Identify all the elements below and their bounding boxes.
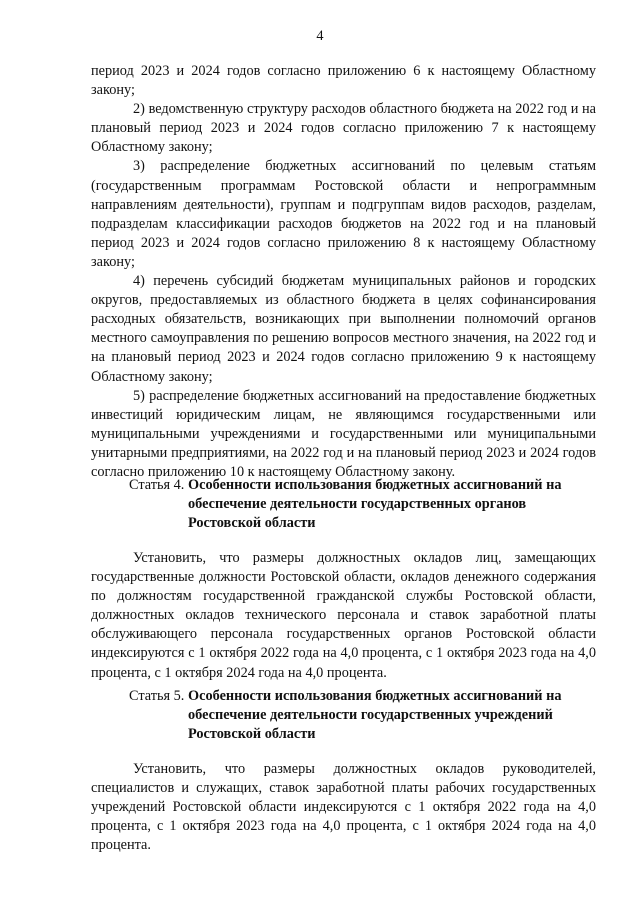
page-number: 4	[316, 28, 324, 44]
list-item-3: 3) распределение бюджетных ассигнований по целевым статьям (государственным программам Ростовской области и непрограммным направлениям деятельности), группам и подгруппам видов расходов, разделам, подразделам классификации расходов бюджетов на 2022 год и на плановый период 2023 и 2024 годов согласно приложению 8 к настоящему Областному закону;	[91, 158, 596, 270]
article-4-body	[91, 549, 596, 683]
article-4-text: Установить, что размеры должностных окладов лиц, замещающих государственные должности Ростовской области, окладов денежного содержания по должностям государственной гражданской службы Ростовской области, должностных окладов технического персонала и ставок заработной платы обслуживающего персонала государственных органов Ростовской области индексируются с 1 октября 2022 года на 4,0 процента, с 1 октября 2023 года на 4,0 процента, с 1 октября 2024 года на 4,0 процента.	[91, 550, 596, 681]
paragraph-continuation: период 2023 и 2024 годов согласно приложению 6 к настоящему Областному закону;	[91, 63, 596, 99]
article-4-heading	[91, 476, 596, 533]
article-5-text: Установить, что размеры должностных окладов руководителей, специалистов и служащих, ставок заработной платы рабочих государственных учреждений Ростовской области индексируются с 1 октября 2022 года на 4,0 процента, с 1 октября 2023 года на 4,0 процента, с 1 октября 2024 года на 4,0 процента.	[91, 761, 596, 854]
list-item-2: 2) ведомственную структуру расходов областного бюджета на 2022 год и на плановый период 2023 и 2024 годов согласно приложению 7 к настоящему Областному закону;	[91, 101, 596, 156]
list-item-5: 5) распределение бюджетных ассигнований на предоставление бюджетных инвестиций юридическим лицам, не являющимся государственными или муниципальными учреждениями и государственными или муниципальными унитарными предприятиями, на 2022 год и на плановый период 2023 и 2024 годов согласно приложению 10 к настоящему Областному закону.	[91, 387, 596, 480]
article-4-label: Статья 4.	[129, 477, 185, 493]
article-5	[91, 687, 596, 744]
list-item-4: 4) перечень субсидий бюджетам муниципальных районов и городских округов, предоставляемых из областного бюджета в целях софинансирования расходных обязательств, возникающих при выполнении полномочий органов местного самоуправления по решению вопросов местного значения, на 2022 год и на плановый период 2023 и 2024 годов согласно приложению 9 к настоящему Областному закону;	[91, 273, 596, 385]
article-5-body	[91, 760, 596, 855]
article-5-title: Особенности использования бюджетных ассигнований на обеспечение деятельности государственных учреждений Ростовской области	[188, 688, 562, 743]
article-5-label: Статья 5.	[129, 688, 185, 704]
article-5-heading	[91, 687, 596, 744]
list-section	[91, 62, 596, 482]
article-4-title: Особенности использования бюджетных ассигнований на обеспечение деятельности государственных органов Ростовской области	[188, 477, 562, 532]
article-4	[91, 476, 596, 533]
